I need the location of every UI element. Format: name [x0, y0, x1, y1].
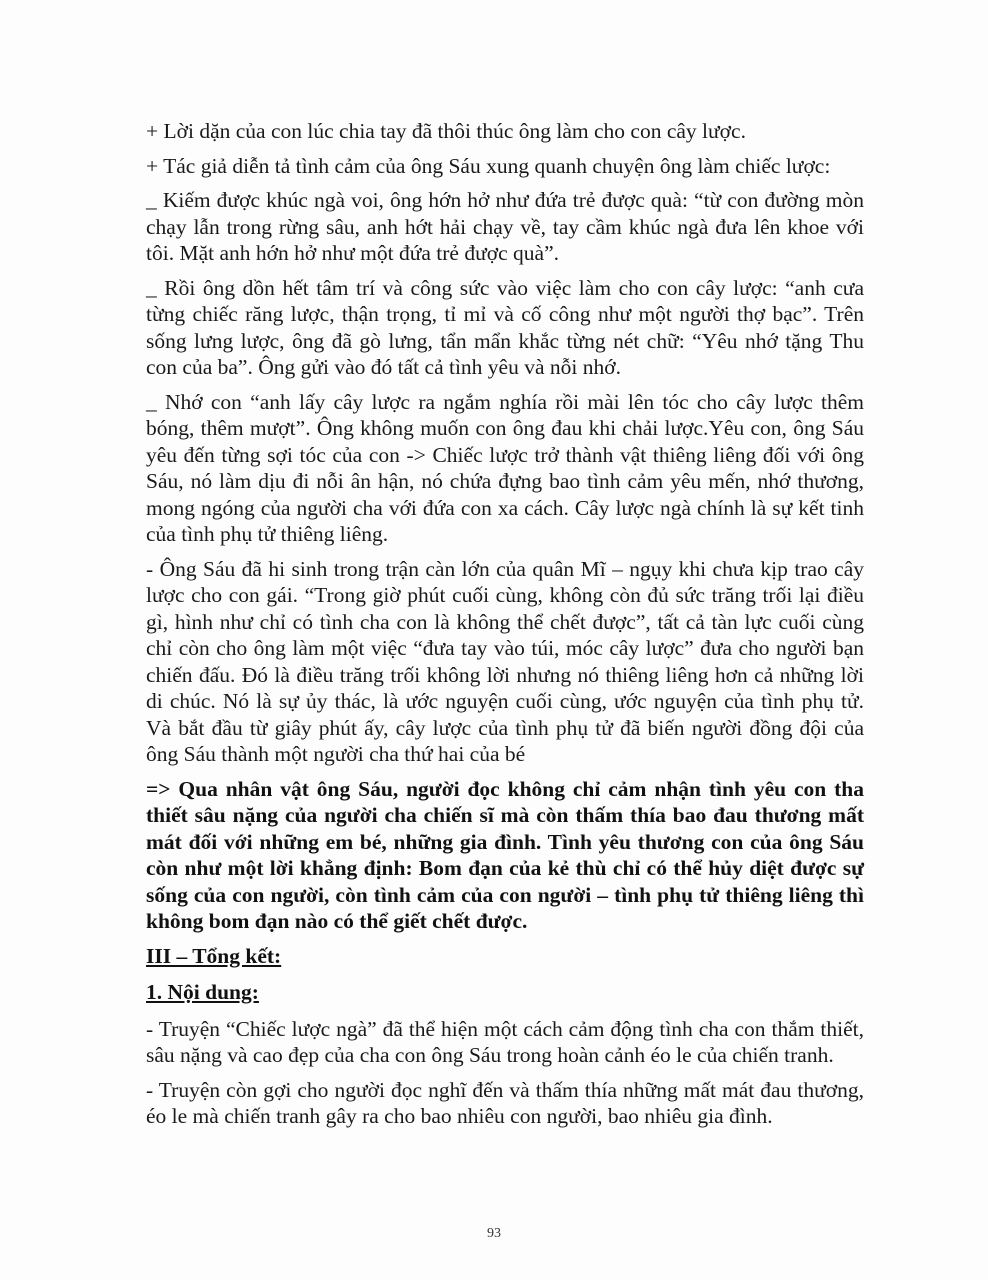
conclusion-paragraph: => Qua nhân vật ông Sáu, người đọc không chỉ cảm nhận tình yêu con tha thiết sâu nặng của người cha chiến sĩ mà còn thấm thía bao đau thương mất mát đối với những em bé, những gia đình. Tình yêu thương con của ông Sáu còn như một lời khẳng định: Bom đạn của kẻ thù chỉ có thể hủy diệt được sự sống của con người, còn tình cảm của con người – tình phụ tử thiêng liêng thì không bom đạn nào có thể giết chết được.: [146, 776, 864, 933]
paragraph: + Tác giả diễn tả tình cảm của ông Sáu xung quanh chuyện ông làm chiếc lược:: [146, 153, 831, 178]
section-heading: III – Tổng kết:: [146, 943, 282, 968]
summary-paragraph: - Truyện còn gợi cho người đọc nghĩ đến và thấm thía những mất mát đau thương, éo le mà chiến tranh gây ra cho bao nhiêu con người, bao nhiêu gia đình.: [146, 1077, 864, 1128]
page-content: [146, 118, 864, 1138]
paragraph: _ Rồi ông dồn hết tâm trí và công sức vào việc làm cho con cây lược: “anh cưa từng chiếc răng lược, thận trọng, tỉ mỉ và cố công như một người thợ bạc”. Trên sống lưng lược, ông đã gò lưng, tẩn mẩn khắc từng nét chữ: “Yêu nhớ tặng Thu con của ba”. Ông gửi vào đó tất cả tình yêu và nỗi nhớ.: [146, 275, 864, 379]
paragraph: _ Nhớ con “anh lấy cây lược ra ngắm nghía rồi mài lên tóc cho cây lược thêm bóng, thêm mượt”. Ông không muốn con ông đau khi chải lược.Yêu con, ông Sáu yêu đến từng sợi tóc của con -> Chiếc lược trở thành vật thiêng liêng đối với ông Sáu, nó làm dịu đi nỗi ân hận, nó chứa đựng bao tình cảm yêu mến, nhớ thương, mong ngóng của người cha với đứa con xa cách. Cây lược ngà chính là sự kết tinh của tình phụ tử thiêng liêng.: [146, 389, 864, 546]
summary-paragraph: - Truyện “Chiếc lược ngà” đã thể hiện một cách cảm động tình cha con thắm thiết, sâu nặng và cao đẹp của cha con ông Sáu trong hoàn cảnh éo le của chiến tranh.: [146, 1016, 864, 1067]
page-number: 93: [487, 1226, 501, 1241]
paragraph: + Lời dặn của con lúc chia tay đã thôi thúc ông làm cho con cây lược.: [146, 119, 746, 143]
paragraph: - Ông Sáu đã hi sinh trong trận càn lớn của quân Mĩ – ngụy khi chưa kịp trao cây lược cho con gái. “Trong giờ phút cuối cùng, không còn đủ sức trăng trối lại điều gì, hình như chỉ có tình cha con là không thể chết được”, tất cả tàn lực cuối cùng chỉ còn cho ông làm một việc “đưa tay vào túi, móc cây lược” đưa cho người bạn chiến đấu. Đó là điều trăng trối không lời nhưng nó thiêng liêng hơn cả những lời di chúc. Nó là sự ủy thác, là ước nguyện cuối cùng, ước nguyện của tình phụ tử. Và bắt đầu từ giây phút ấy, cây lược của tình phụ tử đã biến người đồng đội của ông Sáu thành một người cha thứ hai của bé: [146, 556, 864, 766]
paragraph: _ Kiếm được khúc ngà voi, ông hớn hở như đứa trẻ được quà: “từ con đường mòn chạy lẫn trong rừng sâu, anh hớt hải chạy về, tay cầm khúc ngà đưa lên khoe với tôi. Mặt anh hớn hở như một đứa trẻ được quà”.: [146, 188, 864, 265]
subsection-heading: 1. Nội dung:: [146, 980, 259, 1004]
